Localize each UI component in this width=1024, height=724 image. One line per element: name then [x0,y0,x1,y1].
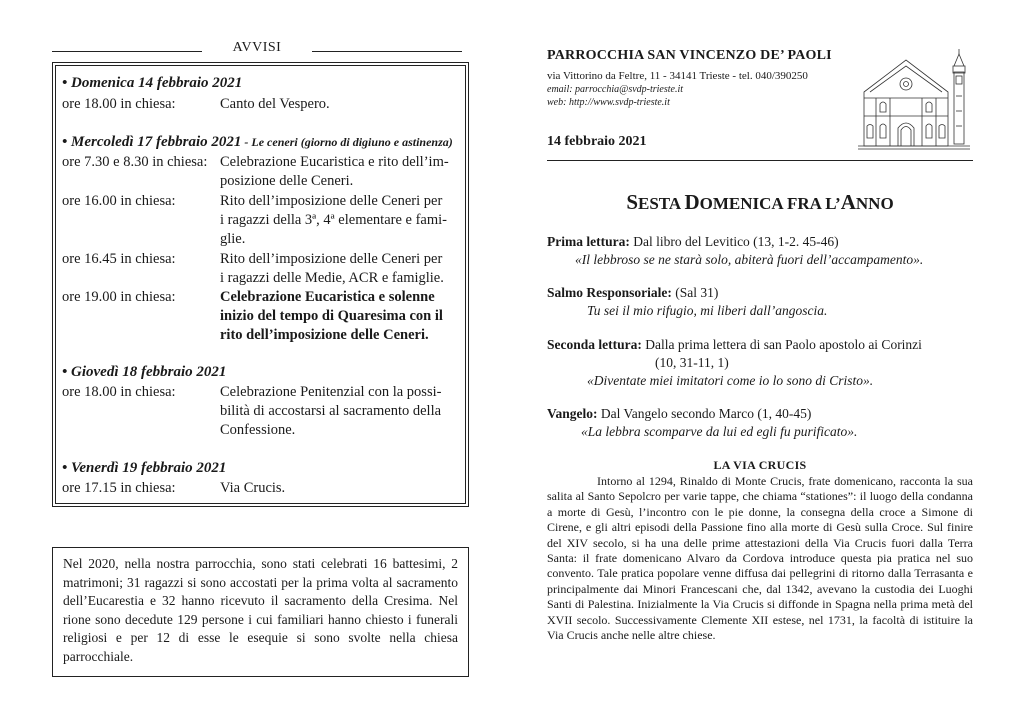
event-desc-line: Celebrazione Eucaristica e rito dell’im- [220,154,449,170]
title-part: OMENICA FRA L’ [699,194,841,213]
reading-text: Dalla prima lettera di san Paolo apostolo ai Corinzi [641,337,922,352]
event-title: • Domenica 14 febbraio 2021 [62,75,243,91]
reading-quote: «La lebbra scomparve da lui ed egli fu purificato». [581,424,858,439]
reading-salmo [547,284,973,320]
reading-label: Prima lettura: [547,234,630,249]
reading-seconda [547,336,973,390]
event-desc: Via Crucis. [220,480,286,496]
event-desc [220,288,468,345]
title-part: NNO [855,194,894,213]
event-time: ore 16.00 in chiesa: [62,193,176,209]
event-desc [220,153,468,191]
event-desc-line: Confessione. [220,422,296,438]
event-desc-line: posizione delle Ceneri. [220,173,354,189]
event-time: ore 7.30 e 8.30 in chiesa: [62,154,208,170]
reading-text: Dal Vangelo secondo Marco (1, 40-45) [597,406,812,421]
avvisi-header [52,40,462,60]
parish-address: via Vittorino da Feltre, 11 - 34141 Trieste - tel. 040/390250 [547,70,808,82]
event-title-text: • Mercoledì 17 febbraio 2021 [62,134,242,150]
event-desc-line: i ragazzi della 3ª, 4ª elementare e fami- [220,212,447,228]
avvisi-rule-right [312,51,462,52]
reading-label: Vangelo: [547,406,598,421]
event-title: • Venerdì 19 febbraio 2021 [62,460,227,476]
reading-label: Seconda lettura: [547,337,642,352]
reading-quote: «Diventate miei imitatori come io lo sono di Cristo». [587,373,874,388]
event-desc-line: Celebrazione Eucaristica e solenne [220,289,435,305]
parish-web: web: http://www.svdp-trieste.it [547,97,670,108]
reading-prima [547,233,973,269]
event-desc-line: Rito dell’imposizione delle Ceneri per [220,251,443,267]
event-desc-line: rito dell’imposizione delle Ceneri. [220,327,429,343]
event-time: ore 18.00 in chiesa: [62,384,176,400]
event-desc [220,250,468,288]
event-desc: Canto del Vespero. [220,96,330,112]
title-initial: A [840,190,856,214]
event-desc [220,192,468,249]
church-illustration [858,46,978,156]
reading-text: (Sal 31) [671,285,719,300]
via-crucis-text: Intorno al 1294, Rinaldo di Monte Crucis, frate domenicano, racconta la sua salita al Santo Sepolcro per varie tappe, che chiama “stationes”: il luogo della condanna a morte di Gesù, l’incontro con le pie donne, la consegna della croce a Simone di Cirene, e gli altri episodi della Passione fino alla morte di Gesù sulla Croce. Sul finire del XIV secolo, si ha una delle prime attestazioni della Via Crucis fuori dalla Terra Santa: il frate domenicano Alvaro da Cordova introduce questa pia pratica nel suo convento. Tale pratica popolare venne diffusa dai pellegrini di ritorno dalla Terrasanta e principalmente dai Minori Francescani che, dal 1342, avevano la custodia dei Luoghi Santi di Palestina. Inizialmente la Via Crucis si diffonde in Spagna nella prima metà del XVII secolo. Successivamente Clemente XII estese, nel 1731, la facoltà di istituire la Via Crucis anche nelle altre chiese. [547,474,973,643]
event-time: ore 19.00 in chiesa: [62,289,176,305]
title-initial: D [684,190,700,214]
event-time: ore 17.15 in chiesa: [62,480,176,496]
event-time: ore 16.45 in chiesa: [62,251,176,267]
event-desc-line: Rito dell’imposizione delle Ceneri per [220,193,443,209]
event-desc [220,383,468,440]
sunday-title [547,190,973,215]
event-title [62,133,453,152]
reading-ref: (10, 31-11, 1) [655,355,729,370]
event-time: ore 18.00 in chiesa: [62,96,176,112]
avvisi-rule-left [52,51,202,52]
title-initial: S [626,190,639,214]
parish-stats-text: Nel 2020, nella nostra parrocchia, sono stati celebrati 16 battesimi, 2 matrimoni; 31 ragazzi si sono accostati per la prima volta al sacramento dell’Eucarestia e 32 hanno ricevuto il sacramento della Cresima. Nel rione sono decedute 129 persone i cui familiari hanno chiesto i funerali religiosi e per 12 di esse le esequie si sono svolte nella chiesa parrocchiale. [63,556,458,664]
event-title-note: - Le ceneri (giorno di digiuno e astinenza) [241,135,453,149]
event-desc-line: inizio del tempo di Quaresima con il [220,308,443,324]
reading-label: Salmo Responsoriale: [547,285,672,300]
event-desc-line: bilità di accostarsi al sacramento della [220,403,442,419]
header-rule [547,160,973,161]
reading-quote: Tu sei il mio rifugio, mi liberi dall’angoscia. [587,303,828,318]
reading-vangelo [547,405,973,441]
event-desc-line: Celebrazione Penitenzial con la possi- [220,384,442,400]
reading-text: Dal libro del Levitico (13, 1-2. 45-46) [629,234,839,249]
event-desc-line: glie. [220,231,246,247]
issue-date: 14 febbraio 2021 [547,134,647,149]
parish-email: email: parrocchia@svdp-trieste.it [547,84,684,95]
parish-name: PARROCCHIA SAN VINCENZO DE’ PAOLI [547,48,832,63]
event-desc-line: i ragazzi delle Medie, ACR e famiglie. [220,270,444,286]
title-part: ESTA [638,194,685,213]
via-crucis-title: LA VIA CRUCIS [713,458,807,472]
avvisi-title: AVVISI [232,40,282,55]
reading-quote: «Il lebbroso se ne starà solo, abiterà fuori dell’accampamento». [575,252,924,267]
parish-stats-box [52,547,469,677]
event-title: • Giovedì 18 febbraio 2021 [62,364,227,380]
